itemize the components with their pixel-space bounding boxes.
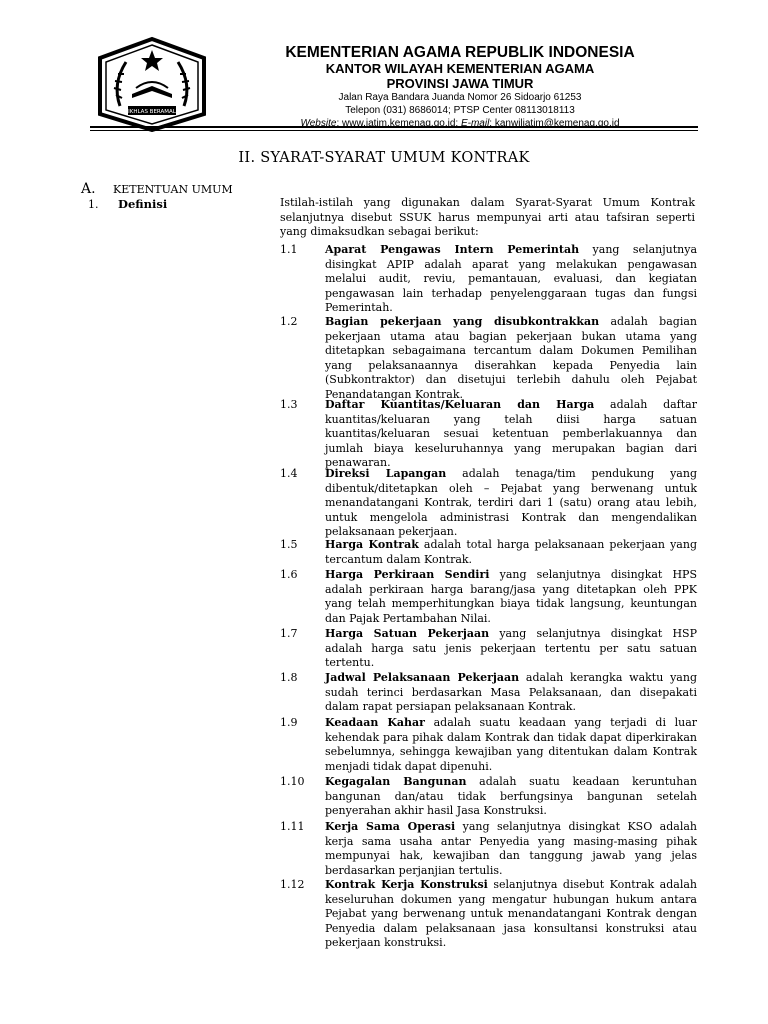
definition-text: adalah kerangka waktu yang sudah terinci berdasarkan Masa Pelaksanaan, dan disepakati dalam rapat persiapan pelaksanaan Kontrak. (325, 671, 697, 713)
definition-text: yang selanjutnya disingkat KSO adalah kerja sama usaha antar Penyedia yang masing-masing pihak mempunyai hak, kewajiban dan tanggung jawab yang jelas berdasarkan perjanjian tertulis. (325, 820, 697, 877)
definition-term: Aparat Pengawas Intern Pemerintah (325, 243, 580, 256)
section-title: KETENTUAN UMUM (113, 183, 233, 196)
document-title: II. SYARAT-SYARAT UMUM KONTRAK (238, 150, 530, 166)
definition-number: 1.12 (280, 878, 305, 891)
definition-text: adalah daftar kuantitas/keluaran yang telah diisi harga satuan kuantitas/keluaran sesuai ketentuan pemberlakuannya dan jumlah biaya keseluruhannya yang merupakan bagian dari penawaran. (325, 398, 697, 469)
definition-number: 1.1 (280, 243, 298, 256)
definition-text: adalah suatu keadaan yang terjadi di luar kehendak para pihak dalam Kontrak dan tidak dapat diperkirakan sebelumnya, sehingga kewajiban yang ditentukan dalam Kontrak menjadi tidak dapat dipenuhi. (325, 716, 698, 773)
definition-term: Harga Kontrak (325, 538, 419, 551)
definition-term: Bagian pekerjaan yang disubkontrakkan (325, 315, 600, 328)
item-label: Definisi (118, 197, 168, 211)
definition-term: Harga Perkiraan Sendiri (325, 568, 490, 581)
email-link[interactable]: kanwiljatim@kemenag.go.id (494, 118, 620, 129)
logo-text: IKHLAS BERAMAL (128, 109, 176, 115)
province-name: PROVINSI JAWA TIMUR (386, 76, 534, 91)
definition-text: adalah total harga pelaksanaan pekerjaan yang tercantum dalam Kontrak. (325, 538, 697, 566)
website-link[interactable]: www.jatim.kemenag.go.id (342, 118, 456, 129)
definition-text: adalah suatu keadaan keruntuhan bangunan dan/atau tidak berfungsinya bangunan setelah penyerahan akhir hasil Jasa Konstruksi. (325, 775, 697, 817)
ministry-name: KEMENTERIAN AGAMA REPUBLIK INDONESIA (285, 44, 635, 61)
item-number: 1. (88, 198, 99, 211)
website-email-line: Website: www.jatim.kemenag.go.id; E-mail: kanwiljatim@kemenag.go.id (300, 118, 620, 129)
definition-term: Direksi Lapangan (325, 467, 447, 480)
definition-number: 1.2 (280, 315, 298, 328)
definition-term: Daftar Kuantitas/Keluaran dan Harga (325, 398, 595, 411)
header-rule-thin (90, 130, 698, 131)
intro-paragraph: Istilah-istilah yang digunakan dalam Syarat-Syarat Umum Kontrak selanjutnya disebut SSUK harus mempunyai arti atau tafsiran seperti yang dimaksudkan sebagai berikut: (280, 196, 695, 238)
header-rule-thick (90, 126, 698, 128)
definition-term: Kegagalan Bangunan (325, 775, 467, 788)
definition-text: selanjutnya disebut Kontrak adalah keseluruhan dokumen yang mengatur hubungan hukum antara Pejabat yang berwenang untuk menandatangani Kontrak dengan Penyedia dalam pelaksanaan jasa konsultansi konstruksi atau pekerjaan konstruksi. (325, 878, 698, 949)
phone: Telepon (031) 8686014; PTSP Center 08113018113 (345, 105, 575, 116)
definition-text: adalah bagian pekerjaan utama atau bagian pekerjaan bukan utama yang ditetapkan sebagaimana tercantum dalam Dokumen Pemilihan yang pelaksanaannya diserahkan kepada Penyedia lain (Subkontraktor) dan disetujui terlebih dahulu oleh Pejabat Penandatangan Kontrak. (325, 315, 697, 401)
definition-number: 1.10 (280, 775, 305, 788)
definition-number: 1.7 (280, 627, 298, 640)
definition-number: 1.6 (280, 568, 298, 581)
section-letter: A. (81, 181, 96, 197)
office-name: KANTOR WILAYAH KEMENTERIAN AGAMA (325, 61, 595, 76)
kemenag-emblem-icon (92, 36, 212, 132)
definition-text: adalah tenaga/tim pendukung yang dibentuk/ditetapkan oleh – Pejabat yang berwenang untuk menandatangani Kontrak, terdiri dari 1 (satu) orang atau lebih, untuk mengelola administrasi Kontrak dan mengendalikan pelaksanaan pekerjaan. (325, 467, 697, 538)
definition-number: 1.5 (280, 538, 298, 551)
letterhead (240, 44, 680, 130)
definition-text: yang selanjutnya disingkat HSP adalah harga satu jenis pekerjaan tertentu per satu satuan tertentu. (325, 627, 697, 669)
definition-number: 1.3 (280, 398, 298, 411)
website-label: Website (300, 118, 337, 129)
definition-number: 1.4 (280, 467, 298, 480)
definition-term: Kerja Sama Operasi (325, 820, 456, 833)
email-label: E-mail (460, 118, 490, 129)
definition-term: Harga Satuan Pekerjaan (325, 627, 490, 640)
definition-number: 1.11 (280, 820, 305, 833)
definition-term: Kontrak Kerja Konstruksi (325, 878, 488, 891)
definition-text: yang selanjutnya disingkat APIP adalah aparat yang melakukan pengawasan melalui audit, reviu, pemantauan, evaluasi, dan kegiatan pengawasan lain terhadap penyelenggaraan tugas dan fungsi Pemerintah. (325, 243, 698, 314)
definition-text: yang selanjutnya disingkat HPS adalah perkiraan harga barang/jasa yang ditetapkan oleh PPK yang telah memperhitungkan biaya tidak langsung, keuntungan dan Pajak Pertambahan Nilai. (325, 568, 697, 625)
definition-number: 1.8 (280, 671, 298, 684)
address: Jalan Raya Bandara Juanda Nomor 26 Sidoarjo 61253 (338, 92, 582, 103)
definition-number: 1.9 (280, 716, 298, 729)
definition-term: Keadaan Kahar (325, 716, 425, 729)
definition-term: Jadwal Pelaksanaan Pekerjaan (325, 671, 520, 684)
